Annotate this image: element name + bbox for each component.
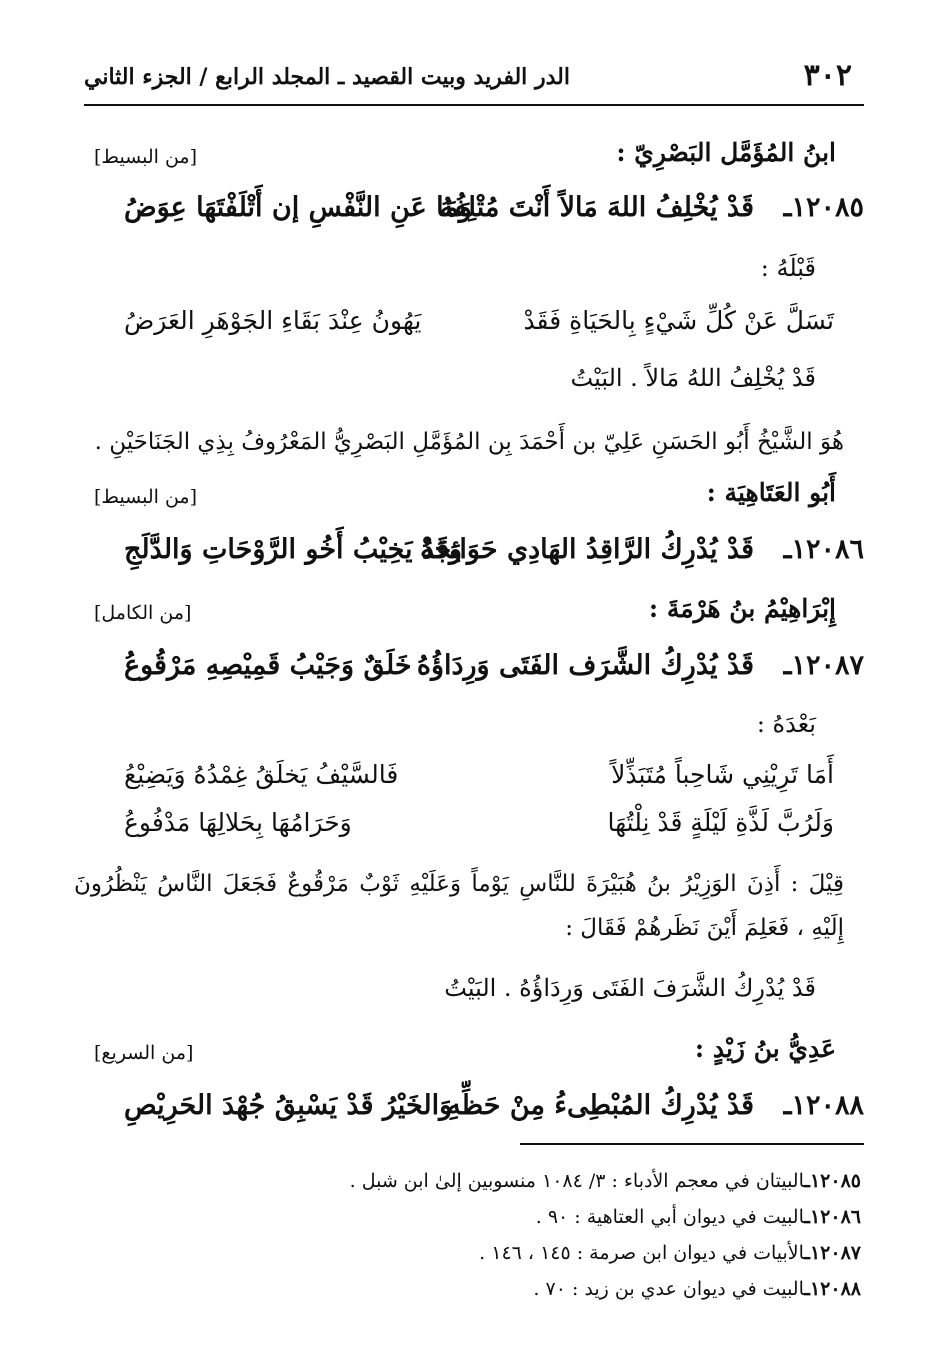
verse-12088 xyxy=(104,1090,864,1134)
verse-row xyxy=(84,192,864,240)
verse-number: ١٢٠٨٦ـ xyxy=(783,534,864,565)
poet-name: عَدِيُّ بنُ زَيْدٍ : xyxy=(694,1034,836,1063)
first-hemistich: قَدْ يُدْرِكُ المُبْطِىءُ مِنْ حَظِّهِ xyxy=(447,1090,754,1121)
first-hemistich: قَدْ يُخْلِفُ اللهَ مَالاً أَنْتَ مُتْلِفُهُ xyxy=(439,192,754,223)
meter-label: [من السريع] xyxy=(94,1042,194,1064)
quote-row xyxy=(84,974,864,1014)
footnote-rule xyxy=(520,1143,864,1145)
after-verse-row xyxy=(84,808,864,852)
verse-row xyxy=(84,650,864,698)
footnote-text: البيتان في معجم الأدباء : ٣/ ١٠٨٤ منسوبين إلىٰ ابن شبل . xyxy=(349,1170,805,1192)
footnote-text: الأبيات في ديوان ابن صرمة : ١٤٥ ، ١٤٦ . xyxy=(479,1242,805,1264)
quote-row xyxy=(84,364,864,404)
meter-label: [من البسيط] xyxy=(94,146,198,168)
before-label: قَبْلَهُ : xyxy=(760,254,816,282)
footnote xyxy=(479,1242,861,1264)
second-hemistich: يَهُونُ عِنْدَ بَقَاءِ الجَوْهَرِ العَرَضُ xyxy=(124,306,422,335)
footnote-number: ١٢٠٨٦ـ xyxy=(804,1206,861,1228)
footnote-number: ١٢٠٨٧ـ xyxy=(804,1242,861,1264)
verse-row xyxy=(84,1090,864,1138)
second-hemistich: وَمَا عَنِ النَّفْسِ إن أَتْلَفْتَهَا عِوَضُ xyxy=(124,192,472,223)
first-hemistich: قَدْ يُدْرِكُ الرَّاقِدُ الهَادِي حَوَائِجَهُ xyxy=(420,534,754,565)
after-label-row xyxy=(84,710,864,750)
footnote xyxy=(350,1170,861,1192)
poet-name: أَبُو العَتَاهِيَة : xyxy=(706,478,836,507)
footnote-text: البيت في ديوان أبي العتاهية : ٩٠ . xyxy=(535,1206,805,1228)
verse-12087 xyxy=(104,650,864,694)
bio-row xyxy=(84,420,864,464)
entry-heading xyxy=(84,138,864,178)
first-hemistich: وَلَرُبَّ لَذَّةِ لَيْلَةٍ قَدْ نِلْتُهَا xyxy=(607,808,834,837)
before-verse xyxy=(104,306,864,346)
verse-quote: قَدْ يُخْلِفُ اللهُ مَالاً . البَيْتُ xyxy=(570,364,816,392)
poet-name: إِبْرَاهِيْمُ بنُ هَرْمَةَ : xyxy=(648,594,836,623)
page-number: ٣٠٢ xyxy=(803,58,852,93)
footnote-text: البيت في ديوان عدي بن زيد : ٧٠ . xyxy=(533,1278,805,1300)
first-hemistich: قَدْ يُدْرِكُ الشَّرَف الفَتَى وَرِدَاؤُهُ xyxy=(416,650,754,681)
second-hemistich: وَقَدْ يَخِيْبُ أَخُو الرَّوْحَاتِ وَالدَّلَجِ xyxy=(124,534,463,565)
meter-label: [من الكامل] xyxy=(94,602,192,624)
after-verse-1 xyxy=(104,760,864,800)
verse-number: ١٢٠٨٥ـ xyxy=(783,192,864,223)
header-rule xyxy=(84,104,864,106)
first-hemistich: أَمَا تَرِيْنِي شَاحِباً مُتَبَذِّلاً xyxy=(611,760,834,789)
anecdote-row xyxy=(74,862,864,954)
after-label: بَعْدَهُ : xyxy=(756,710,816,738)
footnote-number: ١٢٠٨٥ـ xyxy=(804,1170,861,1192)
before-label-row xyxy=(84,254,864,294)
verse-12085 xyxy=(104,192,864,236)
footnote xyxy=(536,1206,861,1228)
poet-name: ابنُ المُؤَمَّل البَصْرِيّ : xyxy=(616,138,836,167)
entry-heading xyxy=(84,594,864,634)
second-hemistich: فَالسَّيْفُ يَخلَقُ غِمْدُهُ وَيَضِيْعُ xyxy=(124,760,399,789)
footnote-number: ١٢٠٨٨ـ xyxy=(804,1278,861,1300)
entry-heading xyxy=(84,1034,864,1074)
anecdote: قِيْلَ : أَذِنَ الوَزِيْرُ بنُ هُبَيْرَةَ للنَّاسِ يَوْماً وَعَلَيْهِ ثَوْبٌ مَرْقُوعٌ فَجَعَلَ النَّاسُ يَنْظُرُونَ إِلَيْهِ ، فَعَلِمَ أَيْنَ نَظَرهُمْ فَقَالَ : xyxy=(74,871,844,941)
bio-note: هُوَ الشَّيْخُ أَبُو الحَسَنِ عَلِيّ بن أَحْمَدَ بِن المُؤَمَّلِ البَصْرِيُّ المَعْرُوفُ بِذِي الجَنَاحَيْنِ . xyxy=(94,429,844,455)
entry-heading xyxy=(84,478,864,518)
verse-number: ١٢٠٨٧ـ xyxy=(783,650,864,681)
after-verse-row xyxy=(84,760,864,804)
before-verse-row xyxy=(84,306,864,350)
second-hemistich: وَالخَيْرُ قَدْ يَسْبِقُ جُهْدَ الحَرِيْصِ xyxy=(124,1090,453,1121)
verse-12086 xyxy=(104,534,864,578)
verse-number: ١٢٠٨٨ـ xyxy=(783,1090,864,1121)
second-hemistich: خَلَقٌ وَجَيْبُ قَمِيْصِهِ مَرْقُوعُ xyxy=(124,650,412,681)
meter-label: [من البسيط] xyxy=(94,486,198,508)
first-hemistich: تَسَلَّ عَنْ كُلِّ شَيْءٍ بِالحَيَاةِ فَقَدْ xyxy=(523,306,834,335)
second-hemistich: وَحَرَامُهَا بِحَلالِهَا مَدْفُوعُ xyxy=(124,808,352,837)
after-verse-2 xyxy=(104,808,864,848)
footnote xyxy=(533,1278,861,1300)
page-header xyxy=(84,58,864,98)
running-title: الدر الفريد وبيت القصيد ـ المجلد الرابع / الجزء الثاني xyxy=(84,64,570,90)
verse-row xyxy=(84,534,864,582)
verse-quote: قَدْ يُدْرِكُ الشَّرَفَ الفَتَى وَرِدَاؤُهُ . البَيْتُ xyxy=(444,974,816,1002)
